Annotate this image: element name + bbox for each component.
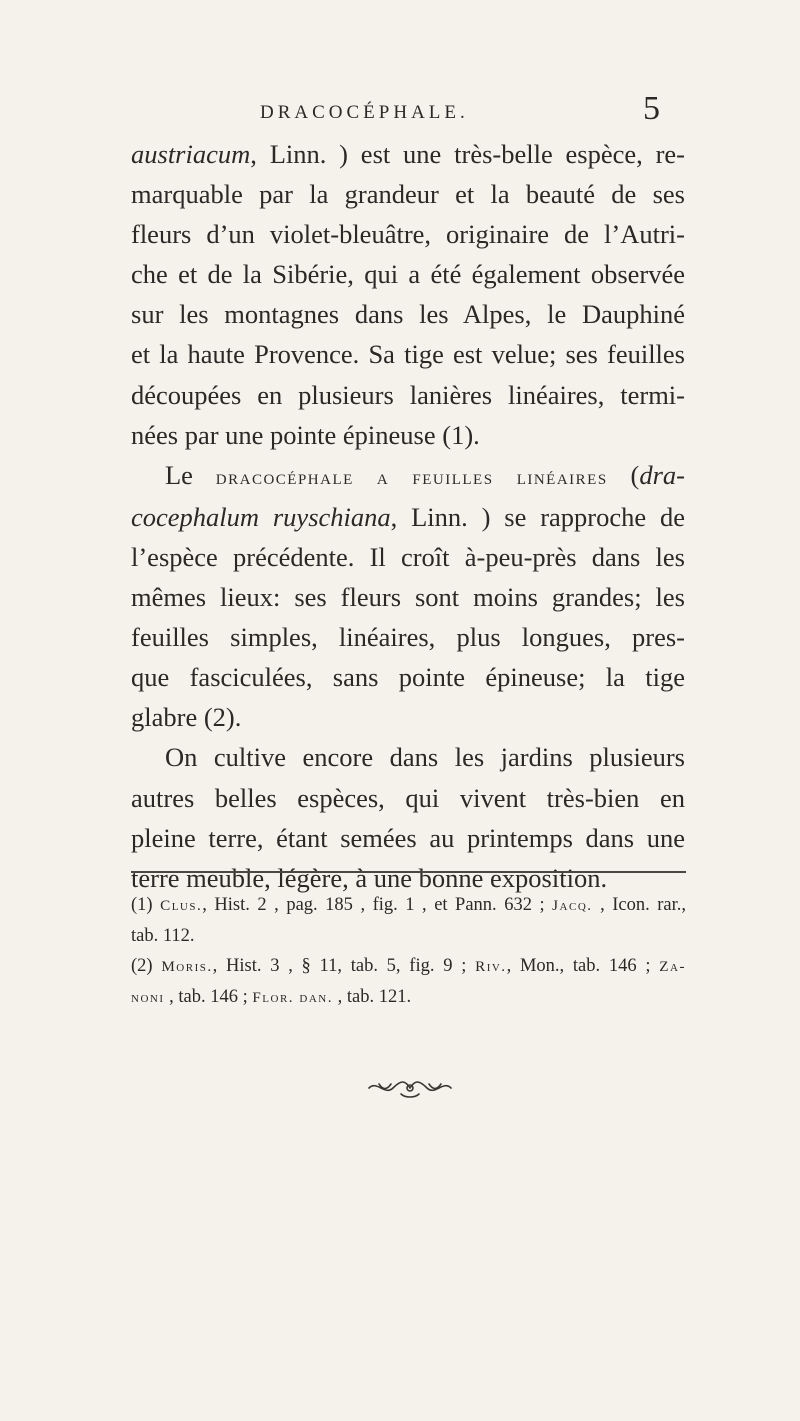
species-name: austriacum (131, 139, 251, 169)
text-line: fleurs d’un violet-bleuâtre, originaire de l’Autri- (131, 219, 685, 250)
running-head (130, 80, 660, 130)
text-fragment: , Mon., tab. 146 ; (506, 956, 660, 976)
text-line: pleine terre, étant semées au printemps dans une (131, 822, 685, 853)
body-text (131, 134, 685, 898)
text-line: l’espèce précédente. Il croît à-peu-près dans les (131, 541, 685, 572)
text-fragment: ( (607, 459, 640, 490)
text-fragment: , Icon. rar., (592, 895, 687, 915)
page-number: 5 (643, 90, 660, 127)
text-fragment: Le (165, 459, 216, 490)
author-name: Riv. (475, 958, 507, 975)
author-name: Jacq. (552, 897, 593, 914)
text-line (131, 134, 685, 174)
text-line: autres belles espèces, qui vivent très-bien en (131, 782, 685, 813)
text-line: que fasciculées, sans pointe épineuse; la tige (131, 662, 685, 693)
text-line (131, 497, 685, 537)
text-fragment: , tab. 121. (333, 987, 412, 1007)
text-fragment: , Hist. 3 , § 11, tab. 5, fig. 9 ; (212, 956, 476, 976)
footnotes (131, 890, 686, 1013)
text-line: On cultive encore dans les jardins plusieurs (165, 742, 685, 773)
text-fragment: , Hist. 2 , pag. 185 , fig. 1 , et Pann. 632 ; (202, 895, 553, 915)
footnote-line: tab. 112. (131, 926, 195, 946)
printer-ornament-icon (365, 1076, 455, 1100)
text-line: découpées en plusieurs lanières linéaires, termi- (131, 379, 685, 410)
footnote-marker: (1) (131, 895, 161, 915)
footnote-line (131, 890, 686, 921)
text-line: nées par une pointe épineuse (1). (131, 419, 480, 450)
text-line: feuilles simples, linéaires, plus longues, pres- (131, 622, 685, 653)
text-line: mêmes lieux: ses fleurs sont moins grandes; les (131, 582, 685, 613)
running-title: DRACOCÉPHALE. (260, 102, 469, 123)
footnote-rule (131, 871, 686, 873)
text-line: et la haute Provence. Sa tige est velue; ses feuilles (131, 339, 685, 370)
footnote-line (131, 982, 686, 1013)
text-fragment: , tab. 146 ; (164, 987, 253, 1007)
footnote-marker: (2) (131, 956, 162, 976)
text-line: sur les montagnes dans les Alpes, le Dauphiné (131, 299, 685, 330)
text-line: glabre (2). (131, 702, 242, 733)
species-heading: dracocéphale a feuilles linéaires (215, 464, 608, 489)
author-name: Clus. (160, 897, 203, 914)
species-name: cocephalum ruyschiana (131, 501, 391, 532)
text-line: terre meuble, légère, à une bonne exposition. (131, 862, 608, 893)
author-name: Za- (659, 958, 686, 975)
author-name: noni (131, 989, 165, 1006)
footnote-line (131, 951, 686, 982)
text-line: che et de la Sibérie, qui a été également observée (131, 259, 685, 290)
text-fragment: , Linn. ) est une très-belle espèce, re- (250, 139, 685, 169)
author-name: Moris. (161, 958, 213, 975)
text-fragment: , Linn. ) se rapproche de (390, 501, 685, 532)
author-name: Flor. dan. (252, 989, 334, 1006)
text-line (131, 455, 685, 497)
text-line: marquable par la grandeur et la beauté de ses (131, 179, 685, 210)
species-name: dra- (639, 459, 685, 490)
